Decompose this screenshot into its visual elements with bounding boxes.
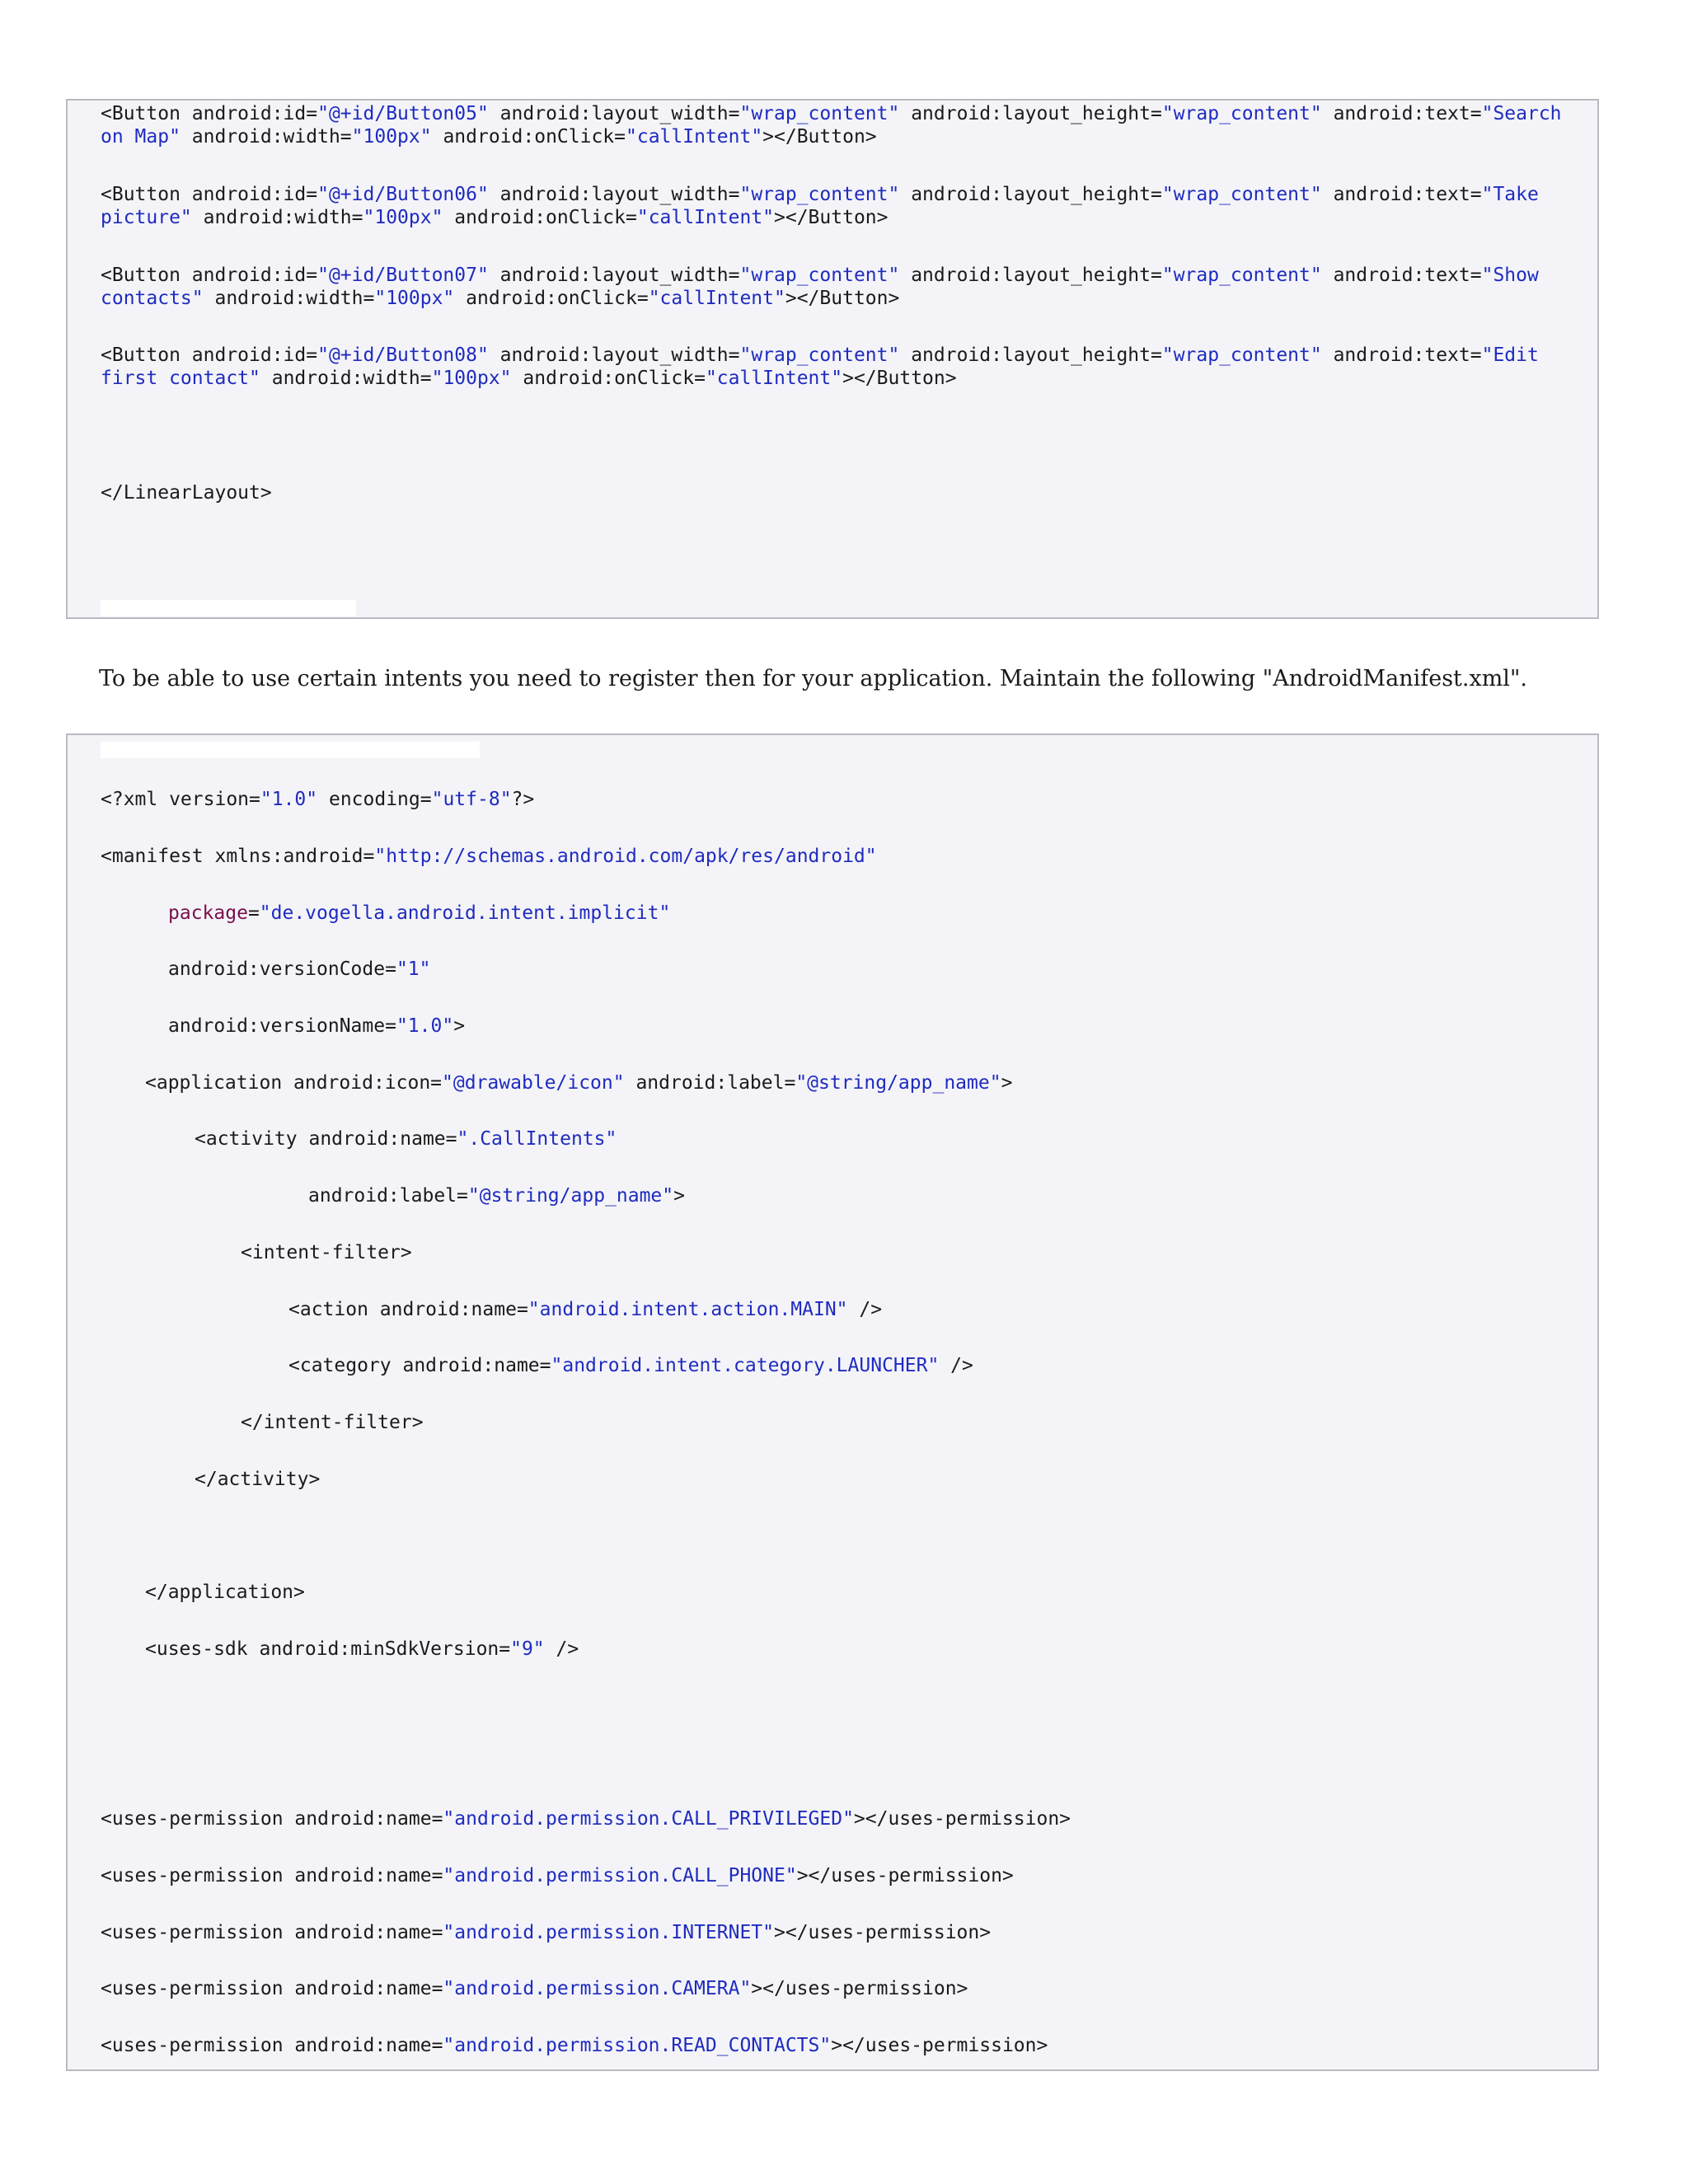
code-string: "@+id/Button06" [317, 184, 489, 205]
code-token: android:layout_width= [488, 265, 740, 286]
code-line-permission-call-phone [68, 1864, 1597, 1887]
code-string: "@string/app_name" [467, 1185, 674, 1207]
code-string: "1.0" [260, 789, 318, 810]
code-string: "100px" [374, 288, 455, 309]
code-token: android:onClick= [443, 207, 637, 228]
code-string: "@string/app_name" [795, 1072, 1001, 1094]
code-string: "wrap_content" [739, 184, 900, 205]
code-string: "wrap_content" [739, 265, 900, 286]
code-string: "9" [510, 1638, 545, 1660]
code-token: ?> [511, 789, 535, 810]
code-token: android:width= [191, 207, 363, 228]
code-string: "1" [396, 958, 431, 980]
code-line-button05 [68, 102, 1597, 148]
code-line-xml-decl [68, 788, 1597, 811]
code-token: <activity android:name= [195, 1128, 457, 1150]
code-token: android:layout_height= [899, 265, 1162, 286]
code-token: <Button android:id= [101, 184, 318, 205]
code-line-action-main [68, 1298, 1597, 1321]
code-string: "android.permission.CALL_PHONE" [443, 1865, 797, 1886]
code-string: ".CallIntents" [457, 1128, 617, 1150]
code-token: ></Button> [785, 288, 900, 309]
code-token: <Button android:id= [101, 265, 318, 286]
code-token: android:text= [1321, 265, 1482, 286]
code-token: /> [939, 1355, 973, 1376]
code-string: "100px" [351, 126, 432, 148]
code-line-intent-filter-open [68, 1241, 1597, 1264]
code-string: "callIntent" [626, 126, 763, 148]
code-token: android:onClick= [454, 288, 649, 309]
code-token: <application android:icon= [145, 1072, 443, 1094]
code-token: <Button android:id= [101, 344, 318, 366]
code-token: <uses-permission android:name= [101, 1865, 443, 1886]
code-token: <manifest xmlns:android= [101, 846, 375, 867]
code-string: "android.permission.CALL_PRIVILEGED" [443, 1808, 854, 1830]
code-token: android:width= [180, 126, 352, 148]
code-token: android:versionCode= [168, 958, 396, 980]
code-token: <uses-permission android:name= [101, 2035, 443, 2056]
code-token: ></Button> [762, 126, 877, 148]
code-token: > [453, 1015, 466, 1037]
code-token: /> [544, 1638, 579, 1660]
code-string: "wrap_content" [1161, 103, 1322, 124]
code-token: android:layout_width= [488, 103, 740, 124]
code-token: android:layout_height= [899, 103, 1162, 124]
code-token: </LinearLayout> [101, 482, 272, 504]
code-line-uses-sdk [68, 1638, 1597, 1661]
code-string: "1.0" [396, 1015, 454, 1037]
code-string: "Search on Map" [101, 103, 1562, 148]
code-string: "android.permission.CAMERA" [443, 1978, 752, 1999]
code-line-permission-read-contacts [68, 2034, 1597, 2057]
code-line-linearlayout-close [68, 481, 1597, 504]
code-string: "android.permission.READ_CONTACTS" [443, 2035, 832, 2056]
body-paragraph: To be able to use certain intents you need to register then for your application. Maintain the following "AndroidManifest.xml". [99, 666, 1527, 691]
code-string: "callIntent" [636, 207, 775, 228]
code-token: ></uses-permission> [796, 1865, 1014, 1886]
code-token: android:text= [1321, 344, 1482, 366]
code-string: "wrap_content" [1161, 344, 1322, 366]
code-string: "wrap_content" [739, 344, 900, 366]
code-string: "wrap_content" [1161, 184, 1322, 205]
code-string: "wrap_content" [739, 103, 900, 124]
code-line-permission-call-privileged [68, 1807, 1597, 1830]
code-line-version-code [68, 958, 1597, 981]
code-string: "callIntent" [648, 288, 785, 309]
code-line-category-launcher [68, 1354, 1597, 1377]
code-token: android:layout_width= [488, 184, 740, 205]
code-token: ></uses-permission> [751, 1978, 968, 1999]
code-string: "100px" [363, 207, 443, 228]
code-token: </activity> [195, 1469, 321, 1490]
code-line-package [68, 902, 1597, 925]
code-token: <category android:name= [288, 1355, 551, 1376]
code-string: "Show contacts" [101, 265, 1539, 309]
code-string: "android.intent.category.LAUNCHER" [551, 1355, 940, 1376]
code-token: = [247, 902, 260, 924]
code-token: android:layout_height= [899, 344, 1162, 366]
selection-highlight [101, 742, 480, 758]
code-string: "@+id/Button08" [317, 344, 489, 366]
code-string: "100px" [431, 368, 512, 389]
code-line-permission-internet [68, 1921, 1597, 1944]
code-token: android:layout_height= [899, 184, 1162, 205]
code-token: android:text= [1321, 184, 1482, 205]
code-line-manifest-open [68, 845, 1597, 868]
code-token: <uses-permission android:name= [101, 1808, 443, 1830]
code-token: android:layout_width= [488, 344, 740, 366]
code-token: android:text= [1321, 103, 1482, 124]
code-string: "@drawable/icon" [442, 1072, 625, 1094]
code-string: "http://schemas.android.com/apk/res/android" [374, 846, 877, 867]
selection-highlight [101, 600, 356, 616]
code-token: android:width= [260, 368, 432, 389]
code-string: "wrap_content" [1161, 265, 1322, 286]
code-string: "android.intent.action.MAIN" [528, 1299, 848, 1320]
code-line-button08 [68, 344, 1597, 390]
code-token: <?xml version= [101, 789, 260, 810]
code-token: <action android:name= [288, 1299, 528, 1320]
code-token: <uses-sdk android:minSdkVersion= [145, 1638, 511, 1660]
code-block-manifest [66, 733, 1599, 2071]
code-token: android:label= [624, 1072, 796, 1094]
code-token: <uses-permission android:name= [101, 1922, 443, 1943]
code-line-permission-camera [68, 1977, 1597, 2000]
code-string: "de.vogella.android.intent.implicit" [259, 902, 671, 924]
code-token: </application> [145, 1582, 305, 1603]
code-block-buttons [66, 99, 1599, 619]
code-token: ></Button> [774, 207, 889, 228]
code-token: > [1001, 1072, 1013, 1094]
code-token: android:onClick= [431, 126, 626, 148]
code-line-activity-open [68, 1127, 1597, 1151]
code-line-intent-filter-close [68, 1411, 1597, 1434]
code-token: <intent-filter> [241, 1242, 412, 1263]
code-token: /> [847, 1299, 883, 1320]
code-line-button07 [68, 264, 1597, 310]
code-line-application-open [68, 1071, 1597, 1094]
code-token: <Button android:id= [101, 103, 318, 124]
code-token: ></uses-permission> [831, 2035, 1048, 2056]
code-token: <uses-permission android:name= [101, 1978, 443, 1999]
code-token: android:onClick= [511, 368, 706, 389]
code-token: ></uses-permission> [853, 1808, 1071, 1830]
code-line-version-name [68, 1015, 1597, 1038]
code-line-application-close [68, 1581, 1597, 1604]
code-token: android:versionName= [168, 1015, 396, 1037]
code-token: android:label= [308, 1185, 468, 1207]
code-token: ></uses-permission> [774, 1922, 992, 1943]
code-token: </intent-filter> [241, 1412, 424, 1433]
code-string: "@+id/Button07" [317, 265, 489, 286]
code-string: "callIntent" [705, 368, 843, 389]
code-line-activity-close [68, 1468, 1597, 1491]
code-line-activity-label [68, 1184, 1597, 1207]
code-token: > [673, 1185, 685, 1207]
code-string: "android.permission.INTERNET" [443, 1922, 774, 1943]
code-string: "Edit first contact" [101, 344, 1539, 389]
code-token: ></Button> [842, 368, 957, 389]
code-token: android:width= [203, 288, 375, 309]
code-token: encoding= [317, 789, 432, 810]
code-string: "@+id/Button05" [317, 103, 489, 124]
code-string: "Take picture" [101, 184, 1539, 228]
code-line-button06 [68, 183, 1597, 229]
code-string: "utf-8" [431, 789, 512, 810]
code-keyword: package [168, 902, 248, 924]
